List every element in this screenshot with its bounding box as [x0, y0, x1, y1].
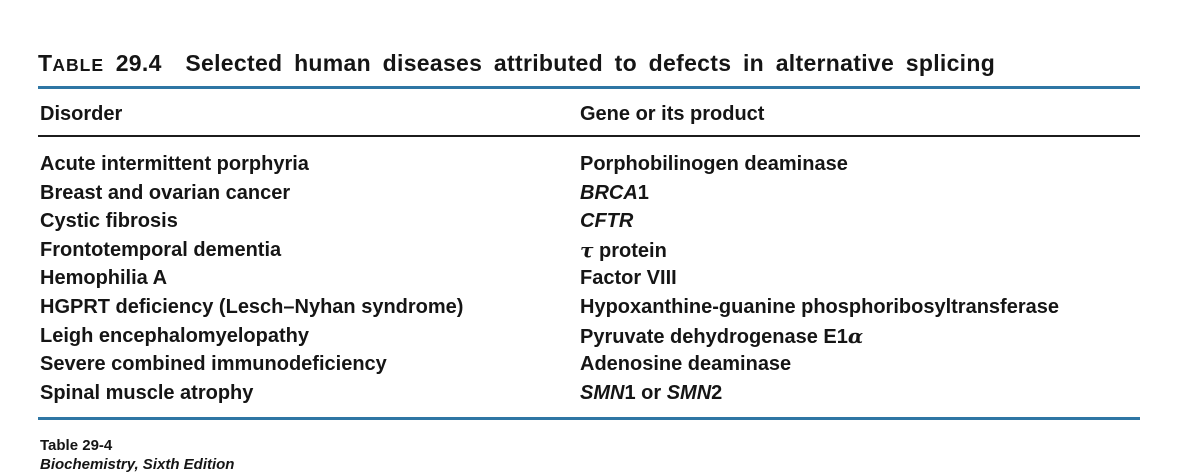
disorder-cell: Acute intermittent porphyria	[40, 153, 309, 175]
gene-cell: Hypoxanthine-guanine phosphoribosyltransferase	[580, 295, 1059, 318]
figure-title	[38, 50, 1140, 78]
footer-table-ref: Table 29-4	[40, 437, 113, 455]
footer-book-title: Biochemistry, Sixth Edition	[40, 455, 235, 473]
table-row	[40, 207, 1140, 236]
table-word-initial: T	[38, 50, 53, 76]
gene-cell: Factor VIII	[580, 267, 677, 290]
gene-cell: CFTR	[580, 210, 634, 233]
gene-cell: Adenosine deaminase	[580, 353, 792, 376]
table-word-rest: ABLE	[52, 55, 104, 75]
gene-cell: SMN1 or SMN2	[580, 381, 723, 404]
disorder-cell: HGPRT deficiency (Lesch–Nyhan syndrome)	[40, 295, 464, 318]
disorder-cell: Frontotemporal dementia	[40, 238, 282, 261]
gene-cell: Porphobilinogen deaminase	[580, 153, 848, 175]
table-rows	[38, 150, 1140, 407]
table-figure	[38, 0, 1140, 474]
column-header-gene: Gene or its product	[580, 103, 765, 125]
table-row	[40, 179, 1140, 208]
disorder-cell: Breast and ovarian cancer	[40, 181, 291, 204]
table-header-row	[38, 89, 1140, 135]
table-row	[40, 293, 1140, 322]
table-row	[40, 150, 1140, 179]
figure-title-text: Selected human diseases attributed to defects in alternative splicing	[185, 50, 996, 76]
disorder-cell: Hemophilia A	[40, 267, 168, 290]
table-row	[40, 264, 1140, 293]
table-row	[40, 236, 1140, 265]
column-header-disorder: Disorder	[40, 103, 123, 125]
gene-cell: Pyruvate dehydrogenase E1α	[580, 323, 864, 348]
bottom-rule	[38, 417, 1140, 420]
disorder-cell: Spinal muscle atrophy	[40, 381, 254, 404]
table-number: 29.4	[115, 50, 162, 76]
gene-cell: BRCA1	[580, 181, 649, 204]
figure-footer	[38, 437, 1140, 474]
table-row	[40, 379, 1140, 408]
disorder-cell: Severe combined immunodeficiency	[40, 353, 387, 376]
header-separator-rule	[38, 135, 1140, 137]
disorder-cell: Leigh encephalomyelopathy	[40, 324, 309, 347]
disorder-cell: Cystic fibrosis	[40, 210, 178, 233]
table-row	[40, 350, 1140, 379]
table-row	[40, 322, 1140, 351]
gene-cell: τ protein	[580, 237, 667, 262]
